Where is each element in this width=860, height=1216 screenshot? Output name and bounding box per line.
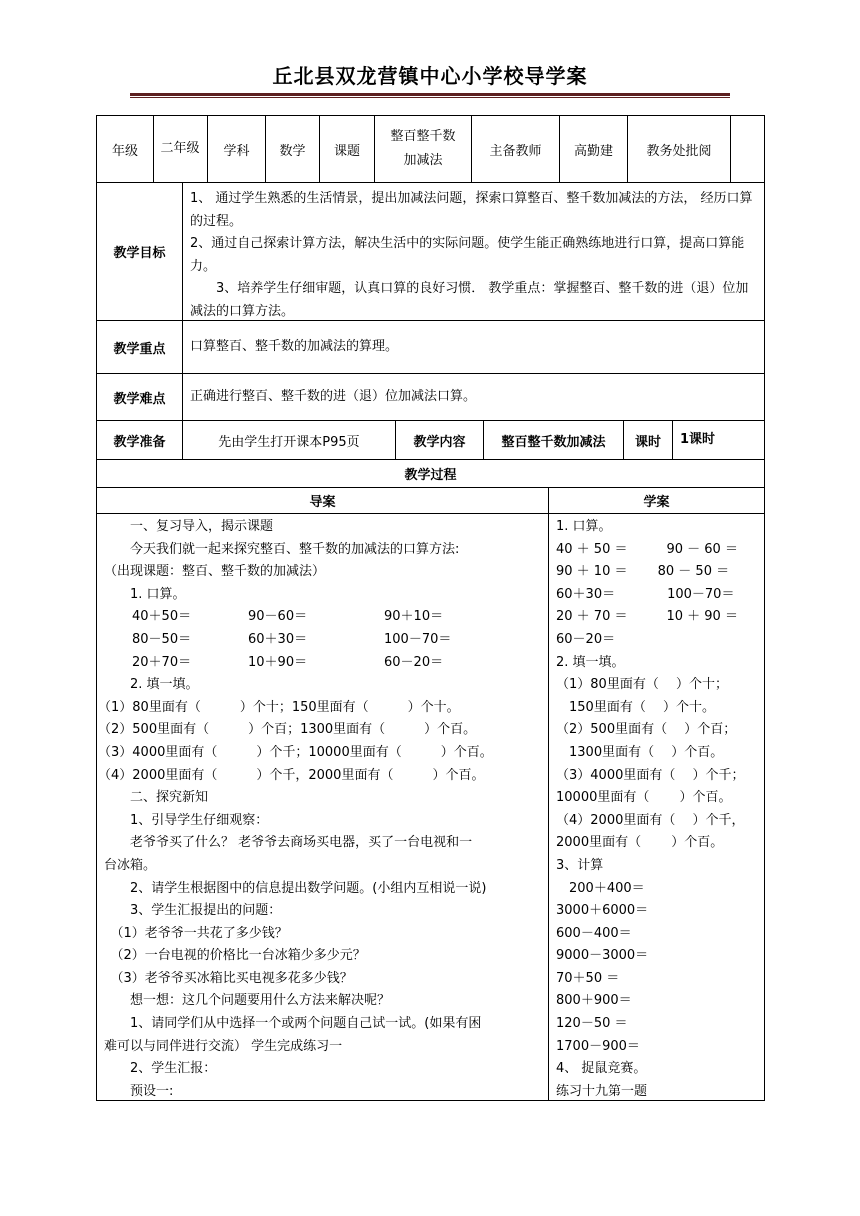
guide-line: （1）老爷爷一共花了多少钱？: [104, 925, 288, 941]
guide-header: 导案: [309, 495, 336, 510]
study-line: （1）80里面有（ ）个十；: [556, 677, 728, 693]
study-line: 70＋50 ＝: [556, 970, 620, 986]
study-column: [556, 516, 762, 1103]
study-line: （2）500里面有（ ）个百；: [556, 722, 737, 738]
study-line: 40 ＋ 50 ＝ 90 － 60 ＝: [556, 541, 738, 557]
oral-calc-row: [104, 652, 544, 675]
oral-calc-item: 40＋50＝: [132, 609, 192, 625]
guide-line: 2、请学生根据图中的信息提出数学问题。(小组内互相说一说): [104, 880, 487, 896]
objectives-label: 教学目标: [113, 246, 166, 261]
content-value: 整百整千数加减法: [501, 434, 606, 450]
key-point-label: 教学重点: [113, 341, 166, 357]
study-line: 练习十九第一题: [556, 1083, 648, 1099]
prep-value: 先由学生打开课本P95页: [218, 434, 360, 450]
study-line: 9000－3000＝: [556, 948, 649, 964]
study-line: 10000里面有（ ）个百。: [556, 790, 732, 806]
guide-line: 2. 填一填。: [104, 677, 199, 693]
guide-line: 想一想：这几个问题要用什么方法来解决呢？: [104, 993, 391, 1009]
study-line: 90 ＋ 10 ＝ 80 － 50 ＝: [556, 564, 730, 580]
oral-calc-item: 60－20＝: [384, 654, 444, 670]
guide-line: （4）2000里面有（ ）个千，2000里面有（ ）个百。: [98, 767, 485, 783]
oral-calc-row: [104, 629, 544, 652]
guide-line: （3）4000里面有（ ）个千；10000里面有（ ）个百。: [98, 744, 493, 760]
document-title: 丘北县双龙营镇中心小学校导学案: [272, 64, 588, 88]
oral-calc-item: 90＋10＝: [384, 609, 444, 625]
study-line: 60＋30＝ 100－70＝: [556, 586, 735, 602]
guide-line: 2、学生汇报：: [104, 1061, 217, 1077]
study-line: （3）4000里面有（ ）个千；: [556, 767, 745, 783]
oral-calc-item: 10＋90＝: [248, 654, 308, 670]
study-line: 150里面有（ ）个十。: [556, 699, 715, 715]
approval-label: 教务处批阅: [646, 143, 712, 159]
difficulty-text: 正确进行整百、整千数的进（退）位加减法口算。: [190, 389, 477, 404]
study-line: 3000＋6000＝: [556, 903, 649, 919]
period-value: 1课时: [680, 432, 716, 447]
study-line: （4）2000里面有（ ）个千，: [556, 812, 745, 828]
period-label: 课时: [634, 434, 661, 450]
guide-line: （3）老爷爷买冰箱比买电视多花多少钱？: [104, 970, 353, 986]
title-rule: [130, 93, 730, 96]
guide-line: 3、学生汇报提出的问题：: [104, 903, 282, 919]
title-rule-thin: [130, 97, 730, 98]
process-title: 教学过程: [404, 468, 457, 483]
study-line: 600－400＝: [556, 925, 632, 941]
guide-line: 老爷爷买了什么？ 老爷爷去商场买电器，买了一台电视和一: [104, 835, 473, 851]
study-line: 1300里面有（ ）个百。: [556, 744, 724, 760]
guide-line: 1、请同学们从中选择一个或两个问题自己试一试。(如果有困: [104, 1016, 482, 1032]
objective-item: 2、通过自己探索计算方法，解决生活中的实际问题。使学生能正确熟练地进行口算，提高口算能力。: [190, 236, 745, 274]
subject-label: 学科: [223, 143, 250, 159]
content-label: 教学内容: [413, 434, 466, 450]
oral-calc-item: 90－60＝: [248, 609, 308, 625]
oral-calc-item: 80－50＝: [132, 631, 192, 647]
guide-line: 台冰箱。: [104, 857, 157, 873]
study-line: 3、计算: [556, 857, 604, 873]
oral-calc-item: 100－70＝: [384, 631, 452, 647]
study-line: 800＋900＝: [556, 993, 632, 1009]
guide-line: （1）80里面有（ ）个十；150里面有（ ）个十。: [98, 699, 460, 715]
guide-line: 1. 口算。: [104, 586, 186, 602]
guide-line: 今天我们就一起来探究整百、整千数的加减法的口算方法:: [104, 541, 460, 557]
guide-line: （2）一台电视的价格比一台冰箱少多少元？: [104, 948, 366, 964]
difficulty-label: 教学难点: [113, 391, 166, 407]
study-line: 1700－900＝: [556, 1038, 640, 1054]
study-line: 120－50 ＝: [556, 1016, 628, 1032]
guide-line: 预设一:: [104, 1083, 174, 1099]
grade-label: 年级: [111, 143, 138, 159]
study-header: 学案: [643, 495, 670, 510]
guide-line: 二、探究新知: [104, 790, 209, 806]
subject-value: 数学: [279, 143, 306, 159]
grade-value: 二年级: [160, 141, 200, 156]
oral-calc-row: [104, 606, 544, 629]
guide-line: 1、引导学生仔细观察：: [104, 812, 269, 828]
oral-calc-item: 60＋30＝: [248, 631, 308, 647]
teacher-label: 主备教师: [489, 143, 542, 159]
guide-line: 一、复习导入，揭示课题: [104, 519, 274, 534]
guide-line: （2）500里面有（ ）个百；1300里面有（ ）个百。: [98, 722, 477, 738]
study-line: 1. 口算。: [556, 519, 612, 534]
prep-label: 教学准备: [113, 434, 166, 450]
topic-value: 整百整千数加减法: [390, 129, 456, 168]
approval-value: [731, 116, 764, 182]
guide-line: （出现课题：整百、整千数的加减法）: [104, 564, 326, 580]
guide-column: [98, 516, 544, 1103]
teacher-value: 高勤建: [573, 143, 613, 159]
objective-item: 3、培养学生仔细审题，认真口算的良好习惯． 教学重点：掌握整百、整千数的进（退）位加减法的口算方法。: [190, 281, 749, 319]
study-line: 60－20＝: [556, 631, 616, 647]
oral-calc-item: 20＋70＝: [132, 654, 192, 670]
study-line: 200＋400＝: [556, 880, 645, 896]
guide-line: 难可以与同伴进行交流） 学生完成练习一: [104, 1038, 343, 1054]
key-point-text: 口算整百、整千数的加减法的算理。: [190, 339, 399, 354]
objective-item: 1、 通过学生熟悉的生活情景，提出加减法问题，探索口算整百、整千数加减法的方法， 经历口算的过程。: [190, 191, 753, 229]
topic-label: 课题: [333, 143, 360, 159]
study-line: 2. 填一填。: [556, 654, 625, 670]
objectives-text: [190, 188, 755, 323]
study-line: 4、 捉鼠竞赛。: [556, 1061, 647, 1077]
study-line: 20 ＋ 70 ＝ 10 ＋ 90 ＝: [556, 609, 738, 625]
study-line: 2000里面有（ ）个百。: [556, 835, 724, 851]
